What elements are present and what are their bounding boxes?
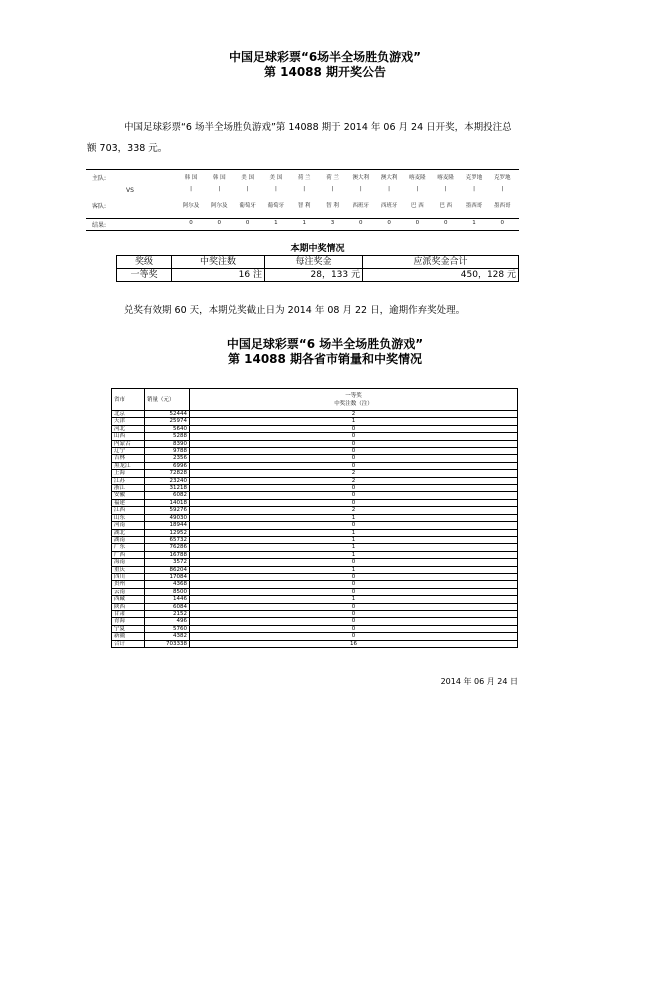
vs-mark: | <box>246 186 249 192</box>
province-name: 浙江 <box>112 485 145 492</box>
province-winning-count: 0 <box>190 588 518 595</box>
issue-date: 2014 年 06 月 24 日 <box>440 677 518 686</box>
province-winning-count: 0 <box>190 448 518 455</box>
province-winning-count: 0 <box>190 499 518 506</box>
province-sales: 23240 <box>145 477 190 484</box>
province-sales: 76286 <box>145 544 190 551</box>
province-winning-count: 2 <box>190 477 518 484</box>
match-result: 0 <box>359 220 363 226</box>
province-sales: 4382 <box>145 633 190 640</box>
match-result: 0 <box>415 220 420 226</box>
province-row <box>112 625 518 632</box>
province-winning-count: 0 <box>190 559 518 566</box>
province-row <box>112 470 518 477</box>
province-sales: 25974 <box>145 418 190 425</box>
match-column <box>434 170 458 230</box>
province-name: 广西 <box>112 551 145 558</box>
home-team: 澳大利 <box>352 175 370 181</box>
prize-header-count: 中奖注数 <box>172 256 265 269</box>
province-name: 合计 <box>112 640 145 647</box>
province-sales: 86204 <box>145 566 190 573</box>
match-result: 0 <box>245 220 250 226</box>
province-sales: 6084 <box>145 603 190 610</box>
province-name: 陕西 <box>112 603 145 610</box>
province-name: 江苏 <box>112 477 145 484</box>
match-result: 1 <box>472 220 476 226</box>
match-column <box>490 170 514 230</box>
province-row <box>112 633 518 640</box>
province-winning-count: 16 <box>190 640 518 647</box>
province-row <box>112 507 518 514</box>
province-sales: 8500 <box>145 588 190 595</box>
issue-title: 第 14088 期开奖公告 <box>263 65 387 79</box>
province-winning-count: 2 <box>190 470 518 477</box>
match-column <box>405 170 429 230</box>
away-team: 墨西哥 <box>465 203 483 209</box>
vs-mark: | <box>218 186 221 192</box>
home-team: 美 国 <box>269 175 283 181</box>
province-row <box>112 462 518 469</box>
match-column <box>321 170 345 230</box>
province-row <box>112 448 518 455</box>
province-sales: 17084 <box>145 573 190 580</box>
province-sales: 9788 <box>145 448 190 455</box>
result-row-label: 结果: <box>92 222 107 229</box>
match-column <box>462 170 486 230</box>
prize-per-bet: 28，133 元 <box>265 269 363 282</box>
vs-mark: | <box>331 186 334 192</box>
province-name: 山东 <box>112 514 145 521</box>
prize-header-level: 奖级 <box>117 256 172 269</box>
province-winning-count: 0 <box>190 433 518 440</box>
match-result: 0 <box>500 220 505 226</box>
province-winning-count: 0 <box>190 440 518 447</box>
home-team: 荷 兰 <box>326 175 339 181</box>
intro-line-2: 额 703，338 元。 <box>87 143 168 154</box>
match-column <box>179 170 203 230</box>
province-row <box>112 522 518 529</box>
province-sales: 18944 <box>145 522 190 529</box>
match-result: 1 <box>302 220 306 226</box>
away-team: 巴 西 <box>411 203 424 209</box>
province-row <box>112 477 518 484</box>
province-row <box>112 529 518 536</box>
province-sales: 496 <box>145 618 190 625</box>
home-team: 克罗地 <box>494 175 511 181</box>
province-row <box>112 544 518 551</box>
province-header-row <box>112 389 518 411</box>
province-sales: 4368 <box>145 581 190 588</box>
match-result: 0 <box>387 220 391 226</box>
province-row <box>112 581 518 588</box>
home-team: 克罗地 <box>465 175 483 181</box>
vs-row-label: VS <box>126 187 134 194</box>
province-name: 广东 <box>112 544 145 551</box>
province-row <box>112 485 518 492</box>
province-winning-count: 1 <box>190 551 518 558</box>
prize-table <box>116 255 519 282</box>
home-team: 澳大利 <box>380 175 398 181</box>
province-sales-table <box>111 388 518 648</box>
province-winning-count: 2 <box>190 411 518 418</box>
province-sales: 6082 <box>145 492 190 499</box>
province-winning-count: 2 <box>190 507 518 514</box>
province-name: 北京 <box>112 411 145 418</box>
province-row <box>112 455 518 462</box>
prize-header-row <box>117 256 519 269</box>
province-winning-count: 0 <box>190 573 518 580</box>
province-name: 湖北 <box>112 529 145 536</box>
province-winning-count: 1 <box>190 536 518 543</box>
province-sales: 59276 <box>145 507 190 514</box>
province-winning-count: 0 <box>190 462 518 469</box>
away-team: 智 利 <box>297 203 311 209</box>
province-name: 湖南 <box>112 536 145 543</box>
province-row <box>112 499 518 506</box>
province-name: 辽宁 <box>112 448 145 455</box>
province-sales: 8390 <box>145 440 190 447</box>
match-result: 0 <box>217 220 222 226</box>
home-row-label: 主队: <box>92 175 107 182</box>
province-header-prize-sub: 中奖注数（注） <box>334 400 373 407</box>
province-winning-count: 1 <box>190 544 518 551</box>
province-row <box>112 588 518 595</box>
province-winning-count: 0 <box>190 603 518 610</box>
province-header-name: 省市 <box>112 389 145 411</box>
province-sales: 1446 <box>145 596 190 603</box>
province-sales: 703338 <box>145 640 190 647</box>
away-team: 阿尔及 <box>182 203 200 209</box>
province-name: 新疆 <box>112 633 145 640</box>
vs-mark: | <box>501 186 504 192</box>
intro-line-1: 中国足球彩票“6 场半全场胜负游戏”第 14088 期于 2014 年 06 月 24 日开奖，本期投注总 <box>124 122 512 133</box>
province-section-title: 中国足球彩票“6 场半全场胜负游戏” <box>226 337 424 351</box>
province-name: 云南 <box>112 588 145 595</box>
province-sales: 5640 <box>145 425 190 432</box>
province-winning-count: 0 <box>190 425 518 432</box>
province-sales: 2356 <box>145 455 190 462</box>
province-winning-count: 0 <box>190 522 518 529</box>
province-name: 天津 <box>112 418 145 425</box>
province-sales: 2152 <box>145 610 190 617</box>
province-header-prize-top: 一等奖 <box>345 392 362 399</box>
away-team: 西班牙 <box>352 203 370 209</box>
match-result: 1 <box>274 220 278 226</box>
away-row-label: 客队: <box>92 203 107 210</box>
away-team: 阿尔及 <box>211 203 228 209</box>
province-row <box>112 536 518 543</box>
prize-row <box>117 269 519 282</box>
province-row <box>112 603 518 610</box>
province-row <box>112 440 518 447</box>
province-name: 四川 <box>112 573 145 580</box>
match-column <box>377 170 401 230</box>
province-name: 宁夏 <box>112 625 145 632</box>
province-winning-count: 0 <box>190 581 518 588</box>
province-winning-count: 1 <box>190 529 518 536</box>
match-column <box>207 170 231 230</box>
province-winning-count: 1 <box>190 596 518 603</box>
province-row <box>112 559 518 566</box>
province-row <box>112 551 518 558</box>
match-result: 0 <box>189 220 193 226</box>
home-team: 喀麦隆 <box>437 175 454 181</box>
province-name: 河南 <box>112 522 145 529</box>
province-row <box>112 640 518 647</box>
prize-total: 450，128 元 <box>363 269 519 282</box>
match-column <box>292 170 316 230</box>
province-sales: 6996 <box>145 462 190 469</box>
vs-mark: | <box>444 186 447 192</box>
province-winning-count: 1 <box>190 514 518 521</box>
province-sales: 3572 <box>145 559 190 566</box>
prize-level: 一等奖 <box>117 269 172 282</box>
prize-section-title: 本期中奖情况 <box>290 244 345 254</box>
redemption-notice: 兑奖有效期 60 天，本期兑奖截止日为 2014 年 08 月 22 日，逾期作弃奖处理。 <box>124 305 466 316</box>
province-name: 江西 <box>112 507 145 514</box>
match-result: 0 <box>443 220 448 226</box>
province-name: 福建 <box>112 499 145 506</box>
province-winning-count: 1 <box>190 418 518 425</box>
match-result: 3 <box>330 220 335 226</box>
province-row <box>112 610 518 617</box>
province-name: 贵州 <box>112 581 145 588</box>
away-team: 葡萄牙 <box>267 203 285 209</box>
province-row <box>112 411 518 418</box>
home-team: 荷 兰 <box>297 175 311 181</box>
province-sales: 12952 <box>145 529 190 536</box>
vs-mark: | <box>303 186 306 192</box>
province-name: 黑龙江 <box>112 462 145 469</box>
province-winning-count: 0 <box>190 492 518 499</box>
vs-mark: | <box>473 186 475 192</box>
province-name: 上海 <box>112 470 145 477</box>
vs-mark: | <box>359 186 362 192</box>
away-team: 智 利 <box>326 203 339 209</box>
province-winning-count: 0 <box>190 625 518 632</box>
province-sales: 5288 <box>145 433 190 440</box>
match-column <box>349 170 373 230</box>
province-row <box>112 514 518 521</box>
match-column <box>236 170 260 230</box>
vs-mark: | <box>274 186 277 192</box>
home-team: 美 国 <box>241 175 254 181</box>
province-name: 重庆 <box>112 566 145 573</box>
home-team: 韩 国 <box>184 175 198 181</box>
province-sales: 72828 <box>145 470 190 477</box>
province-name: 甘肃 <box>112 610 145 617</box>
province-section-subtitle: 第 14088 期各省市销量和中奖情况 <box>227 352 423 366</box>
province-sales: 16788 <box>145 551 190 558</box>
away-team: 西班牙 <box>380 203 398 209</box>
away-team: 墨西哥 <box>494 203 511 209</box>
province-name: 吉林 <box>112 455 145 462</box>
province-name: 西藏 <box>112 596 145 603</box>
home-team: 喀麦隆 <box>409 175 426 181</box>
away-team: 葡萄牙 <box>239 203 256 209</box>
province-winning-count: 0 <box>190 633 518 640</box>
province-sales: 52444 <box>145 411 190 418</box>
province-sales: 5760 <box>145 625 190 632</box>
prize-header-total: 应派奖金合计 <box>363 256 519 269</box>
home-team: 韩 国 <box>212 175 226 181</box>
province-row <box>112 573 518 580</box>
province-name: 河北 <box>112 425 145 432</box>
province-name: 海南 <box>112 559 145 566</box>
province-winning-count: 0 <box>190 610 518 617</box>
away-team: 巴 西 <box>439 203 453 209</box>
province-sales: 65732 <box>145 536 190 543</box>
page-title: 中国足球彩票“6场半全场胜负游戏” <box>228 50 422 64</box>
province-winning-count: 0 <box>190 485 518 492</box>
province-row <box>112 418 518 425</box>
province-sales: 49030 <box>145 514 190 521</box>
prize-header-per-bet: 每注奖金 <box>265 256 363 269</box>
province-row <box>112 433 518 440</box>
province-row <box>112 566 518 573</box>
province-winning-count: 0 <box>190 455 518 462</box>
province-name: 内蒙古 <box>112 440 145 447</box>
province-winning-count: 1 <box>190 566 518 573</box>
vs-mark: | <box>416 186 419 192</box>
prize-count: 16 注 <box>172 269 265 282</box>
match-table <box>86 169 519 231</box>
vs-mark: | <box>190 186 192 192</box>
province-name: 山西 <box>112 433 145 440</box>
province-name: 青海 <box>112 618 145 625</box>
province-header-sales: 销量（元） <box>145 389 190 411</box>
province-row <box>112 425 518 432</box>
province-header-prize <box>190 389 518 411</box>
province-row <box>112 618 518 625</box>
province-sales: 14018 <box>145 499 190 506</box>
province-name: 安徽 <box>112 492 145 499</box>
match-column <box>264 170 288 230</box>
province-row <box>112 596 518 603</box>
province-sales: 31218 <box>145 485 190 492</box>
province-winning-count: 0 <box>190 618 518 625</box>
vs-mark: | <box>388 186 391 192</box>
province-row <box>112 492 518 499</box>
